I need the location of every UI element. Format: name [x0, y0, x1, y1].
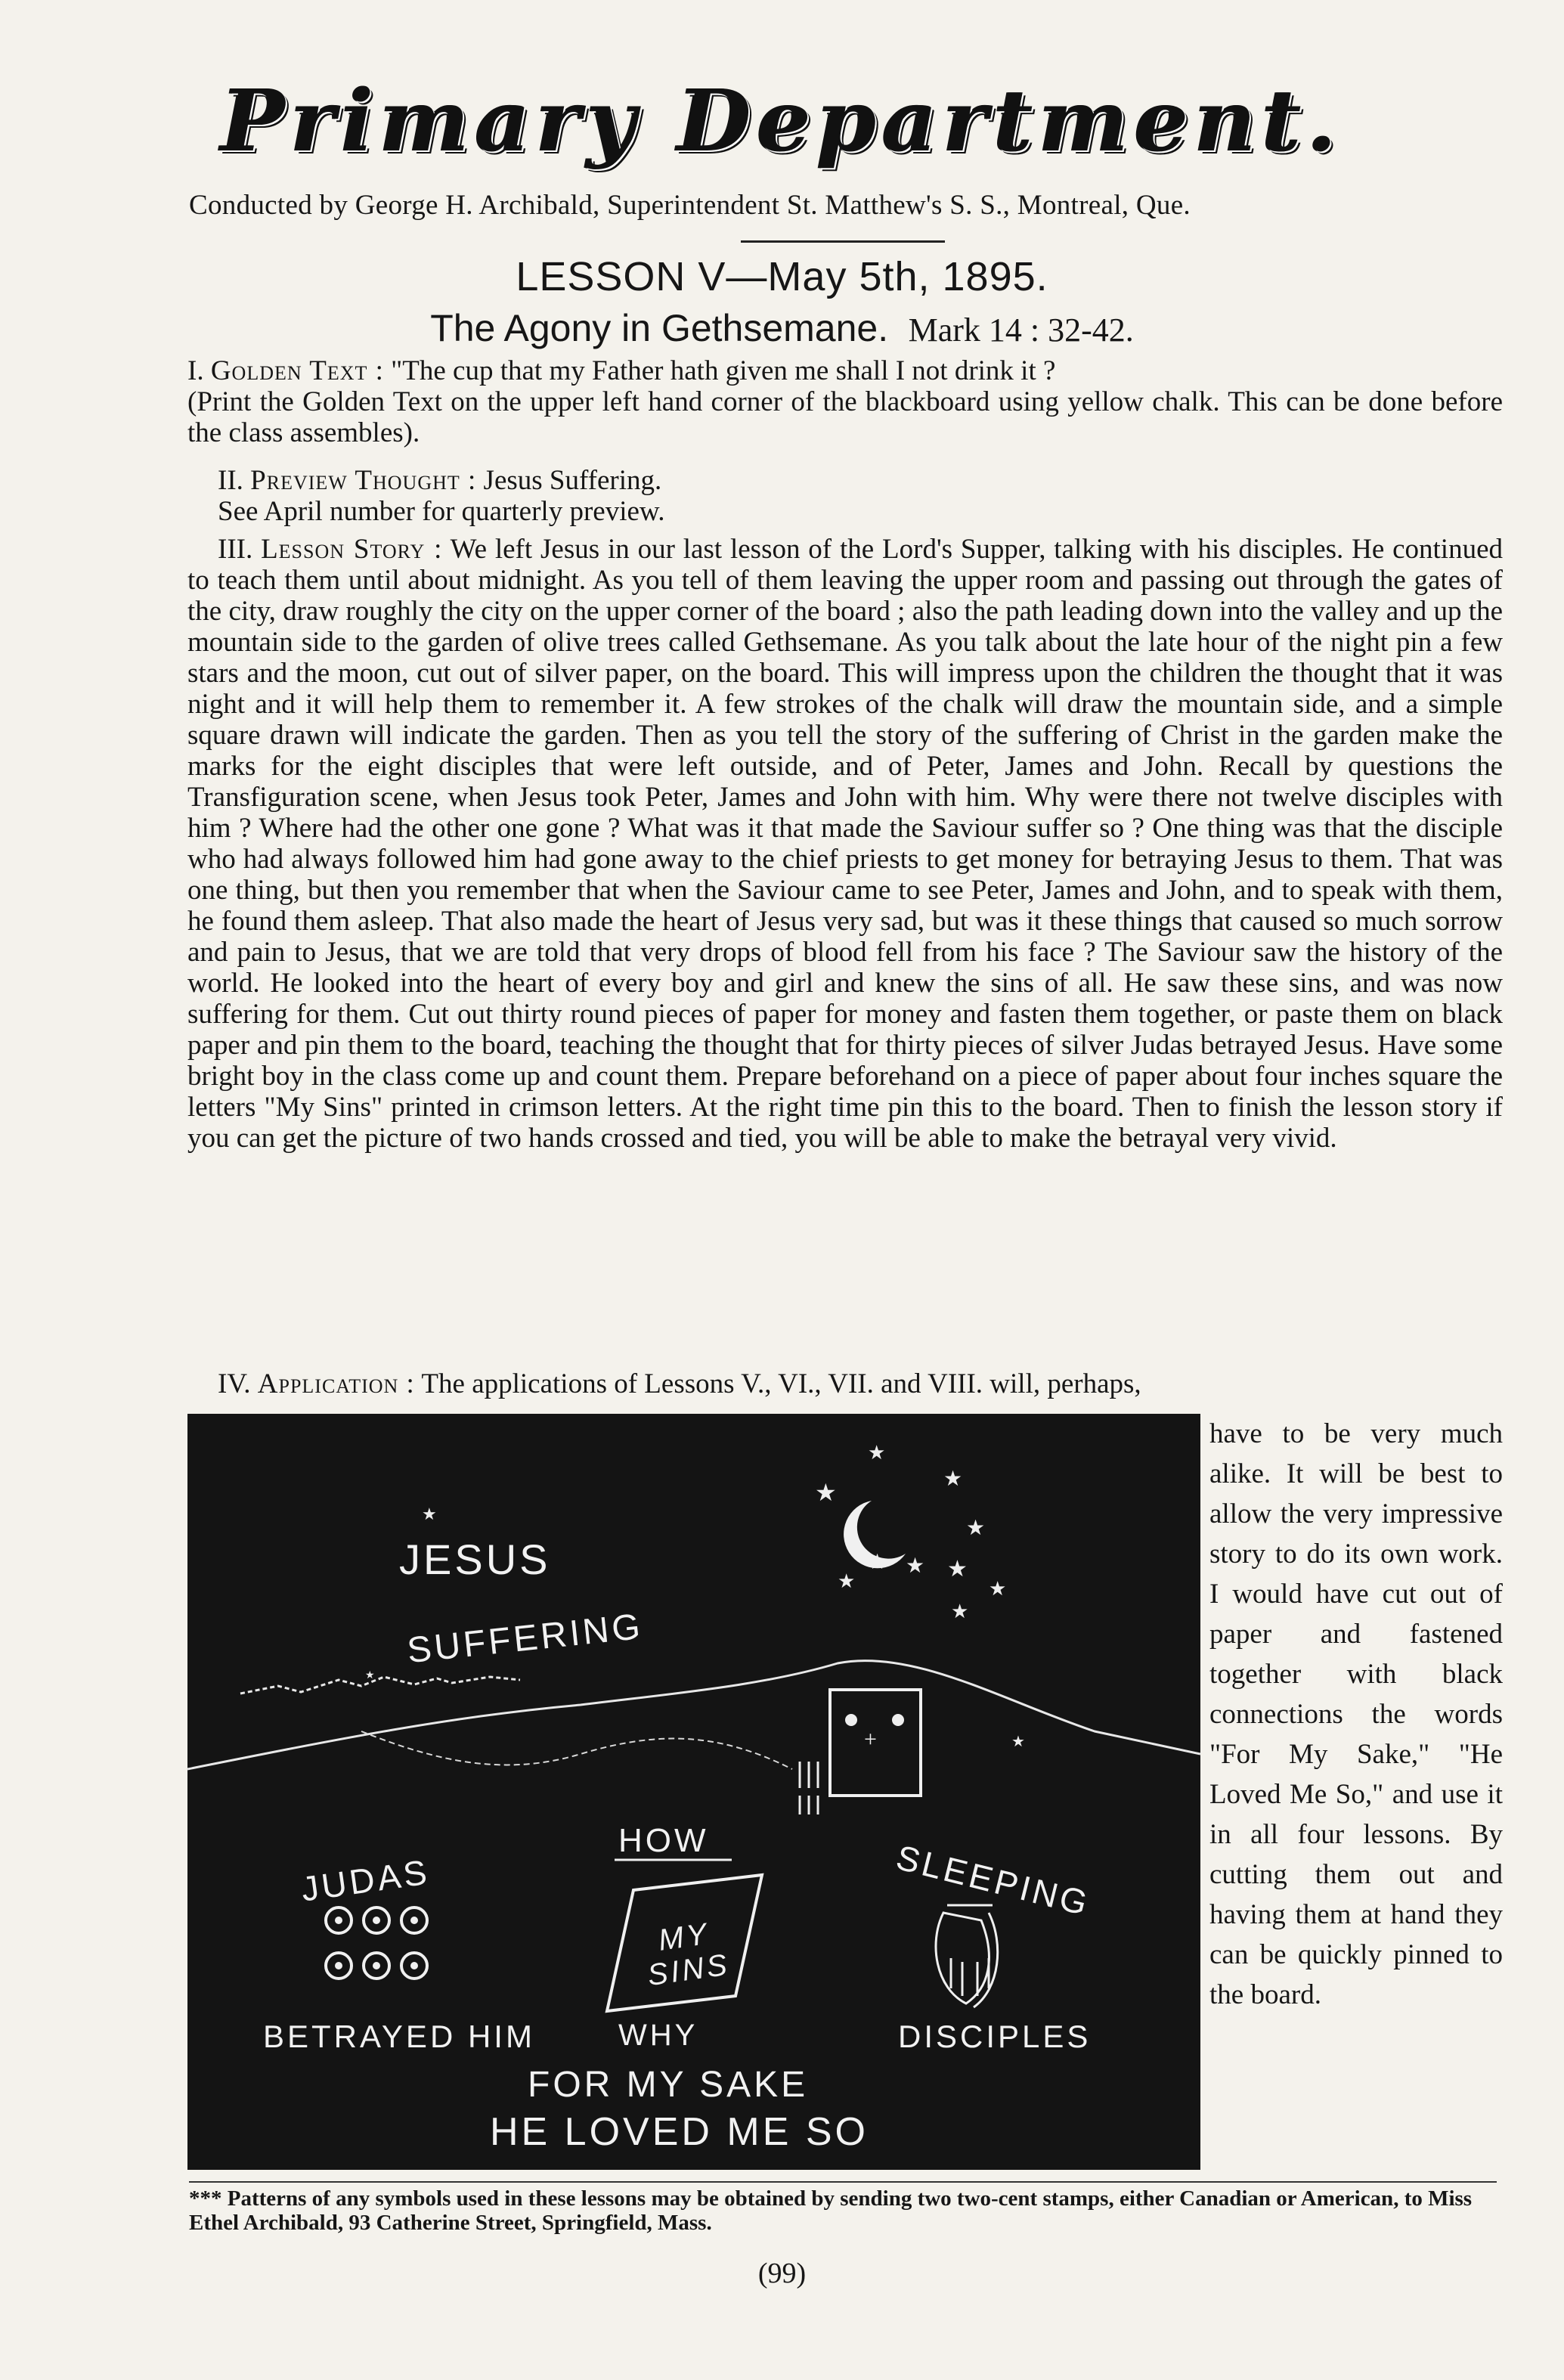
city-outline [240, 1677, 520, 1694]
golden-text-numeral: I. [187, 355, 204, 386]
application-label: Application : [257, 1368, 415, 1399]
stars [365, 1442, 1025, 1750]
preview-text: Jesus Suffering. [483, 465, 662, 496]
blackboard-suffering: SUFFERING [405, 1606, 646, 1672]
conducted-by-line: Conducted by George H. Archibald, Superintendent St. Matthew's S. S., Montreal, Que. [189, 190, 1191, 221]
preview-note: See April number for quarterly preview. [218, 496, 665, 527]
blackboard-jesus: JESUS [399, 1536, 551, 1583]
preview-section [187, 465, 1503, 527]
blackboard-how: HOW [618, 1822, 709, 1859]
blackboard-for-my-sake: FOR MY SAKE [528, 2065, 809, 2105]
lesson-title: LESSON V—May 5th, 1895. [516, 254, 1048, 299]
application-text-first: The applications of Lessons V., VI., VII. and VIII. will, perhaps, [421, 1368, 1141, 1399]
lesson-subtitle-line [0, 306, 1564, 350]
application-numeral: IV. [218, 1368, 251, 1399]
coin-centers [335, 1917, 418, 1969]
blackboard-disciples: DISCIPLES [898, 2019, 1092, 2054]
golden-text-note: (Print the Golden Text on the upper left hand corner of the blackboard using yellow chalk. This can be done before the class assembles). [187, 386, 1503, 448]
star-icon: ★ [1011, 1734, 1025, 1750]
blackboard-betrayed-him: BETRAYED HIM [263, 2019, 535, 2054]
blackboard-why: WHY [618, 2019, 698, 2052]
star-icon: ★ [966, 1517, 986, 1540]
tied-hands-icon [936, 1905, 998, 2007]
title-rule [741, 240, 945, 243]
story-text: We left Jesus in our last lesson of the Lord's Supper, talking with his disciples. He continued to teach them until about midnight. As you tell of them leaving the upper room and passing out through the gates of the city, draw roughly the city on the upper corner of the board ; also the path leading down into the valley and up the mountain side to the garden of olive trees called Gethsemane. As you talk about the late hour of the night pin a few stars and the moon, cut out of silver paper, on the board. This will impress upon the children the thought that it was night and it will help them to remember it. A few strokes of the chalk will draw the mountain side, and a simple square drawn will indicate the garden. Then as you tell the story of the suffering of Christ in the garden make the marks for the eight disciples that were left outside, and of Peter, James and John. Recall by questions the Transfiguration scene, when Jesus took Peter, James and John with him. Why were there not twelve disciples with him ? Where had the other one gone ? What was it that made the Saviour suffer so ? One thing was that the disciple who had always followed him had gone away to the chief priests to get money for betraying Jesus to them. That was one thing, but then you remember that when the Saviour came to see Peter, James and John, and to speak with them, he found them asleep. That also made the heart of Jesus very sad, but was it these things that caused so much sorrow and pain to Jesus, that we are told that very drops of blood fell from his face ? The Saviour saw the history of the world. He looked into the heart of every boy and girl and knew the sins of all. He saw these sins, and was now suffering for them. Cut out thirty round pieces of paper for money and fasten them together, or paste them on black paper and pin them to the board, teaching the thought that for thirty pieces of silver Judas betrayed Jesus. Have some bright boy in the class come up and count them. Prepare beforehand on a piece of paper about four inches square the letters "My Sins" printed in crimson letters. At the right time pin this to the board. Then to finish the lesson story if you can get the picture of two hands crossed and tied, you will be able to make the betrayal very vivid. [187, 534, 1503, 1154]
star-icon: ★ [947, 1557, 968, 1582]
scripture-reference: Mark 14 : 32-42. [908, 311, 1134, 349]
blackboard-illustration [187, 1414, 1200, 2170]
blackboard-my-sins: MY SINS [645, 1917, 732, 1993]
valley-path [361, 1731, 792, 1769]
footnote: *** Patterns of any symbols used in these lessons may be obtained by sending two two-cent stamps, either Canadian or American, to Miss Ethel Archibald, 93 Catherine Street, Springfield, Mass. [189, 2186, 1473, 2235]
star-icon: ★ [815, 1479, 837, 1506]
department-title: Primary Department. [221, 72, 1343, 171]
cross-icon: + [864, 1727, 877, 1752]
star-icon: ★ [906, 1554, 925, 1578]
star-icon: ★ [838, 1570, 856, 1592]
star-icon: ★ [951, 1601, 969, 1622]
golden-text-section [187, 355, 1503, 448]
star-icon: ★ [868, 1442, 886, 1464]
footnote-rule [189, 2181, 1497, 2183]
star-icon: ★ [943, 1467, 963, 1491]
story-numeral: III. [218, 534, 253, 565]
golden-text: "The cup that my Father hath given me shall I not drink it ? [391, 355, 1056, 386]
lesson-subtitle: The Agony in Gethsemane. [430, 307, 889, 349]
star-icon: ★ [365, 1670, 375, 1681]
blackboard-drawing [187, 1414, 1200, 2170]
star-icon: ★ [422, 1505, 437, 1523]
application-column-text: have to be very much alike. It will be best to allow the very impressive story to do its own work. I would have cut out of paper and fastened together with black connections the words "For My Sake," "He Loved Me So," and use it in all four lessons. By cutting them out and having them at hand they can be quickly pinned to the board. [1209, 1418, 1503, 2010]
blackboard-sleeping: SLEEPING [892, 1837, 1095, 1923]
star-icon: ★ [989, 1578, 1007, 1600]
lesson-story-section [187, 534, 1503, 1154]
application-section [187, 1368, 1503, 1399]
jesus-figure-icon [892, 1714, 904, 1726]
blackboard-judas: JUDAS [299, 1852, 432, 1909]
blackboard-he-loved-me-so: HE LOVED ME SO [490, 2110, 869, 2154]
mountain-outline [187, 1660, 1200, 1769]
preview-numeral: II. [218, 465, 243, 496]
disciple-marks [800, 1762, 818, 1814]
golden-text-label: Golden Text : [210, 355, 384, 386]
jesus-figure-icon [845, 1714, 857, 1726]
page-number: (99) [757, 2258, 807, 2289]
moon-icon [844, 1501, 906, 1568]
preview-label: Preview Thought : [250, 465, 477, 496]
story-label: Lesson Story : [261, 534, 443, 565]
